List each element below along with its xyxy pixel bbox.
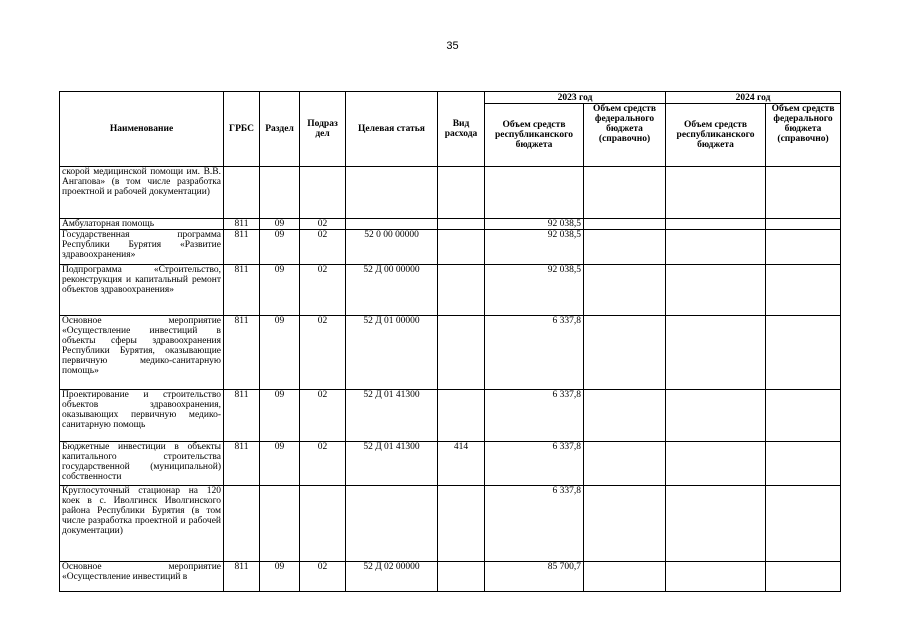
- cell-grbs: 811: [224, 230, 260, 265]
- cell-fed-budget-2023: [584, 562, 666, 592]
- cell-rep-budget-2024: [666, 265, 766, 316]
- cell-fed-budget-2024: [766, 390, 841, 442]
- header-grbs: ГРБС: [224, 92, 260, 167]
- cell-rep-budget-2023: 6 337,8: [485, 316, 584, 390]
- cell-fed-budget-2024: [766, 316, 841, 390]
- cell-fed-budget-2023: [584, 316, 666, 390]
- cell-fed-budget-2023: [584, 265, 666, 316]
- cell-rep-budget-2023: 92 038,5: [485, 219, 584, 230]
- cell-name: скорой медицинской помощи им. В.В. Ангапова» (в том числе разработка проектной и рабочей документации): [60, 167, 224, 219]
- cell-name: Амбулаторная помощь: [60, 219, 224, 230]
- cell-subsection: [300, 167, 346, 219]
- header-target: Целевая статья: [346, 92, 438, 167]
- cell-fed-budget-2023: [584, 167, 666, 219]
- cell-rep-budget-2023: 6 337,8: [485, 486, 584, 562]
- cell-grbs: 811: [224, 390, 260, 442]
- cell-target: 52 Д 01 41300: [346, 390, 438, 442]
- cell-target: [346, 219, 438, 230]
- table-row: [60, 219, 841, 230]
- cell-target: 52 Д 02 00000: [346, 562, 438, 592]
- cell-section: 09: [260, 442, 300, 486]
- cell-expense-type: [438, 562, 485, 592]
- cell-subsection: 02: [300, 562, 346, 592]
- header-name: Наименование: [60, 92, 224, 167]
- table-row: [60, 442, 841, 486]
- cell-subsection: 02: [300, 390, 346, 442]
- cell-fed-budget-2024: [766, 486, 841, 562]
- header-rep-budget-2024: Объем средств республиканского бюджета: [666, 104, 766, 167]
- cell-rep-budget-2023: 85 700,7: [485, 562, 584, 592]
- cell-fed-budget-2023: [584, 230, 666, 265]
- cell-name: Проектирование и строительство объектов здравоохранения, оказывающих первичную медико-санитарную помощь: [60, 390, 224, 442]
- cell-rep-budget-2024: [666, 486, 766, 562]
- cell-expense-type: [438, 486, 485, 562]
- cell-rep-budget-2023: 6 337,8: [485, 390, 584, 442]
- cell-fed-budget-2023: [584, 390, 666, 442]
- cell-grbs: 811: [224, 562, 260, 592]
- header-fed-budget-2024: Объем средств федерального бюджета (справочно): [766, 104, 841, 167]
- cell-rep-budget-2024: [666, 316, 766, 390]
- cell-rep-budget-2024: [666, 562, 766, 592]
- cell-fed-budget-2023: [584, 486, 666, 562]
- cell-subsection: 02: [300, 316, 346, 390]
- table-header: [60, 92, 841, 167]
- cell-rep-budget-2023: 6 337,8: [485, 442, 584, 486]
- cell-expense-type: [438, 167, 485, 219]
- cell-fed-budget-2024: [766, 442, 841, 486]
- cell-fed-budget-2024: [766, 219, 841, 230]
- cell-section: 09: [260, 265, 300, 316]
- cell-grbs: 811: [224, 442, 260, 486]
- cell-section: 09: [260, 390, 300, 442]
- cell-name: Круглосуточный стационар на 120 коек в с. Иволгинск Иволгинского района Республики Бурятия (в том числе разработка проектной и рабочей документации): [60, 486, 224, 562]
- budget-table: [59, 91, 841, 592]
- header-fed-budget-2023: Объем средств федерального бюджета (справочно): [584, 104, 666, 167]
- header-subsection: Подраз дел: [300, 92, 346, 167]
- table-row: [60, 390, 841, 442]
- cell-fed-budget-2023: [584, 219, 666, 230]
- cell-rep-budget-2023: 92 038,5: [485, 230, 584, 265]
- cell-expense-type: [438, 265, 485, 316]
- cell-expense-type: [438, 230, 485, 265]
- cell-fed-budget-2023: [584, 442, 666, 486]
- cell-subsection: 02: [300, 265, 346, 316]
- table-body: [60, 167, 841, 592]
- cell-rep-budget-2023: [485, 167, 584, 219]
- table-row: [60, 167, 841, 219]
- cell-section: 09: [260, 230, 300, 265]
- cell-subsection: 02: [300, 230, 346, 265]
- cell-fed-budget-2024: [766, 265, 841, 316]
- cell-target: 52 Д 01 41300: [346, 442, 438, 486]
- cell-subsection: 02: [300, 442, 346, 486]
- cell-fed-budget-2024: [766, 230, 841, 265]
- cell-rep-budget-2023: 92 038,5: [485, 265, 584, 316]
- header-rep-budget-2023: Объем средств республиканского бюджета: [485, 104, 584, 167]
- header-section: Раздел: [260, 92, 300, 167]
- cell-section: 09: [260, 562, 300, 592]
- cell-grbs: [224, 486, 260, 562]
- cell-fed-budget-2024: [766, 562, 841, 592]
- table-row: [60, 486, 841, 562]
- cell-section: [260, 486, 300, 562]
- cell-name: Бюджетные инвестиции в объекты капитального строительства государственной (муниципальной) собственности: [60, 442, 224, 486]
- cell-section: 09: [260, 316, 300, 390]
- cell-section: 09: [260, 219, 300, 230]
- cell-section: [260, 167, 300, 219]
- table-row: [60, 265, 841, 316]
- cell-target: 52 Д 00 00000: [346, 265, 438, 316]
- cell-rep-budget-2024: [666, 390, 766, 442]
- page-number: 35: [446, 40, 459, 52]
- cell-subsection: 02: [300, 219, 346, 230]
- cell-name: Государственная программа Республики Бурятия «Развитие здравоохранения»: [60, 230, 224, 265]
- cell-expense-type: [438, 219, 485, 230]
- header-expense-type: Вид расхода: [438, 92, 485, 167]
- cell-target: [346, 486, 438, 562]
- cell-name: Основное мероприятие «Осуществление инвестиций в объекты сферы здравоохранения Республики Бурятия, оказывающие первичную медико-санитарную помощь»: [60, 316, 224, 390]
- cell-subsection: [300, 486, 346, 562]
- header-year-2023: 2023 год: [485, 92, 666, 104]
- cell-target: [346, 167, 438, 219]
- cell-grbs: 811: [224, 316, 260, 390]
- cell-grbs: [224, 167, 260, 219]
- cell-rep-budget-2024: [666, 442, 766, 486]
- cell-target: 52 Д 01 00000: [346, 316, 438, 390]
- header-year-2024: 2024 год: [666, 92, 841, 104]
- cell-grbs: 811: [224, 219, 260, 230]
- cell-name: Основное мероприятие «Осуществление инвестиций в: [60, 562, 224, 592]
- cell-grbs: 811: [224, 265, 260, 316]
- table-row: [60, 562, 841, 592]
- cell-expense-type: [438, 316, 485, 390]
- cell-target: 52 0 00 00000: [346, 230, 438, 265]
- cell-rep-budget-2024: [666, 219, 766, 230]
- cell-name: Подпрограмма «Строительство, реконструкция и капитальный ремонт объектов здравоохранения»: [60, 265, 224, 316]
- table-row: [60, 230, 841, 265]
- cell-expense-type: [438, 390, 485, 442]
- cell-expense-type: 414: [438, 442, 485, 486]
- cell-fed-budget-2024: [766, 167, 841, 219]
- cell-rep-budget-2024: [666, 167, 766, 219]
- cell-rep-budget-2024: [666, 230, 766, 265]
- table-row: [60, 316, 841, 390]
